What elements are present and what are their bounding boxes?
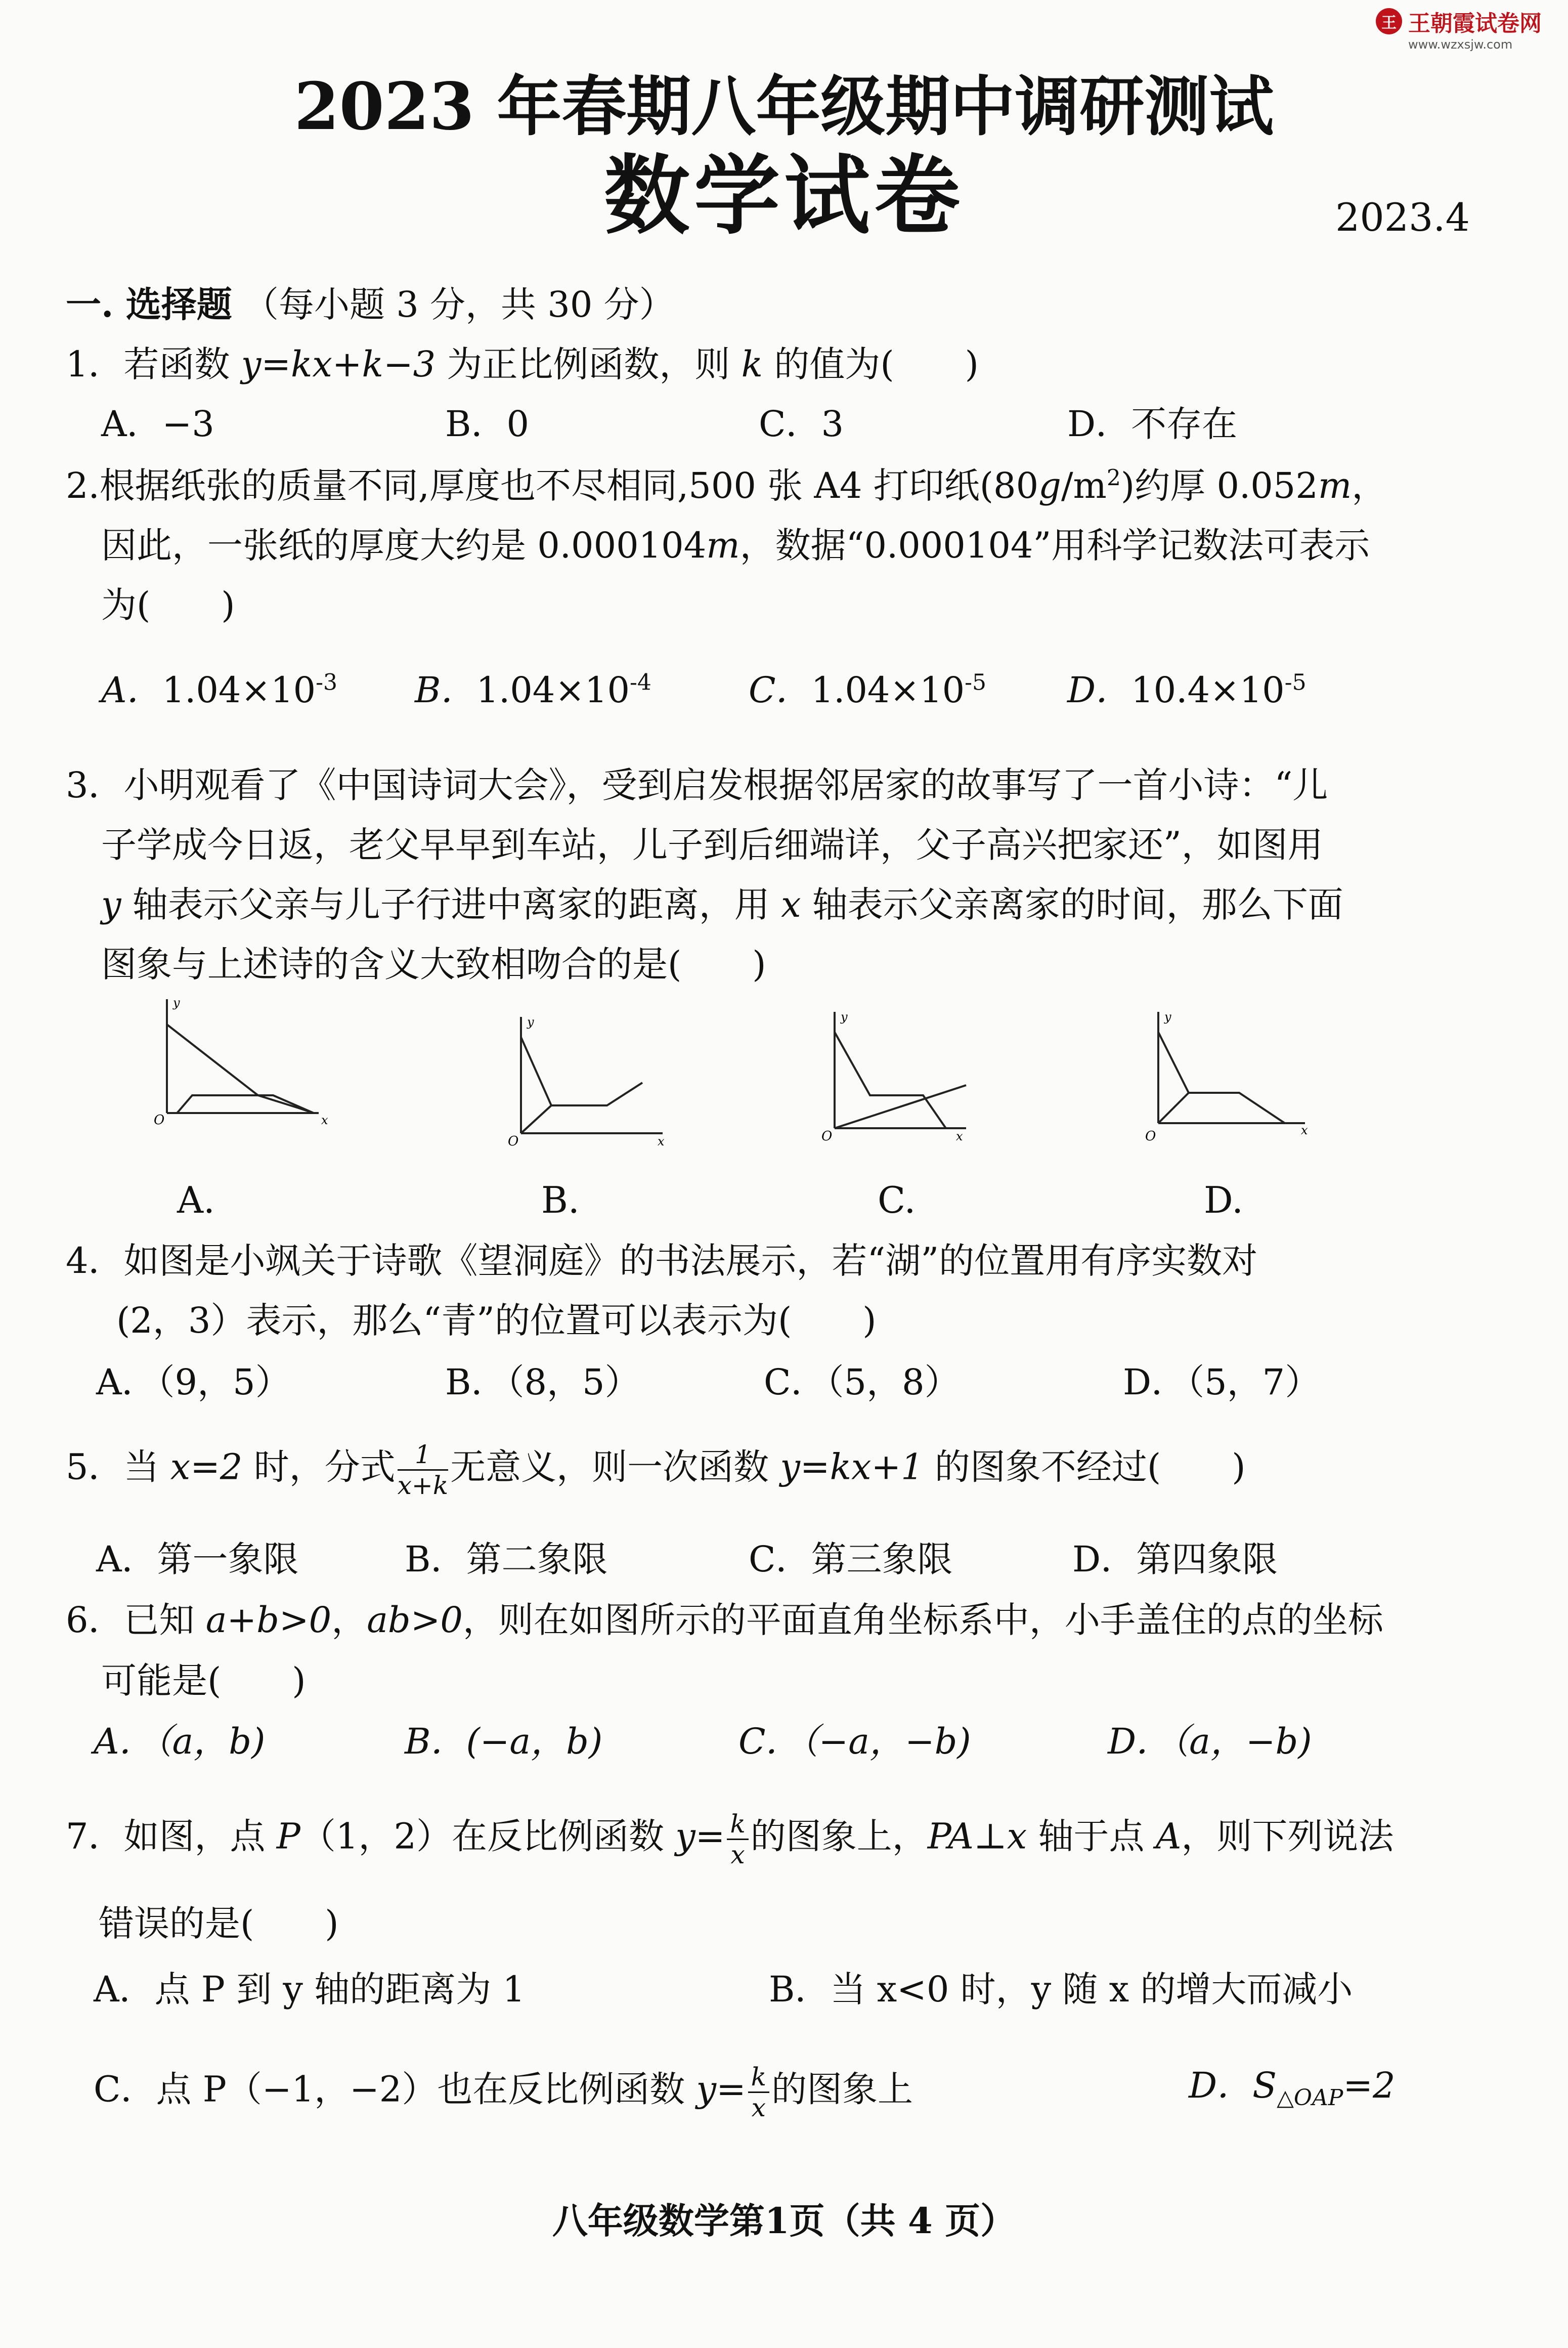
q2-option-b-label: B．: [415, 669, 476, 711]
q6-option-d: D．（a，−b): [1108, 1721, 1312, 1762]
q5-fraction-numerator: 1: [398, 1442, 448, 1471]
q2-option-a-exp: -3: [316, 669, 338, 696]
q7-option-c-y-equals: y=: [696, 2068, 746, 2110]
q3-graph-d-label: D.: [1204, 1179, 1244, 1221]
q3-graph-b-label: B.: [541, 1179, 580, 1221]
q7-point-p: P: [276, 1815, 300, 1857]
q2-option-b-base: 1.04×10: [476, 669, 630, 711]
q3-graph-c: [814, 1002, 996, 1143]
q1-text-mid: 为正比例函数，则: [435, 344, 742, 385]
q7-option-d-text: D．S: [1189, 2065, 1277, 2106]
exam-subtitle: 数学试卷: [603, 145, 964, 246]
q2-option-d-base: 10.4×10: [1131, 669, 1285, 711]
q2-option-b-exp: -4: [630, 669, 651, 696]
father-path: [1158, 1032, 1285, 1123]
q5-option-d: D．第四象限: [1072, 1539, 1278, 1580]
q2-option-b: [415, 669, 651, 711]
son-path: [835, 1085, 966, 1128]
q5-option-b: B．第二象限: [405, 1539, 608, 1580]
question-3-line-1: 3．小明观看了《中国诗词大会》，受到启发根据邻居家的故事写了一首小诗：“儿: [66, 764, 1328, 806]
q3-graph-c-label: C.: [878, 1179, 916, 1221]
question-3-line-4: 图象与上述诗的含义大致相吻合的是( ): [101, 944, 766, 985]
q1-variable: k: [741, 344, 763, 385]
q2-option-a-label: A．: [101, 669, 162, 711]
q5-text-end: 的图象不经过( ): [923, 1446, 1246, 1488]
q5-fraction: [398, 1442, 448, 1498]
question-7-line-2: 错误的是( ): [99, 1903, 339, 1944]
q7-option-c: [94, 2064, 913, 2120]
q6-option-a: A．（a，b): [94, 1721, 266, 1762]
watermark-url: www.wzxsjw.com: [1408, 37, 1513, 52]
q5-fraction-denominator: x+k: [397, 1471, 449, 1500]
q6-option-c: C．（−a，−b): [738, 1721, 971, 1762]
q2-option-d: [1067, 669, 1306, 711]
page-footer: 八年级数学第1页（共 4 页）: [552, 2200, 1016, 2242]
q3-graph-a-label: A.: [177, 1179, 215, 1221]
question-5: [66, 1442, 1246, 1498]
watermark-badge-icon: 王: [1376, 8, 1402, 34]
q7-y-equals: y=: [675, 1815, 725, 1857]
q5-text-post: 无意义，则一次函数: [450, 1446, 780, 1488]
question-3-line-2: 子学成今日返，老父早早到车站，儿子到后细端详，父子高兴把家还”，如图用: [101, 824, 1323, 866]
y-axis-label: y: [527, 1015, 534, 1029]
q3-graph-d: [1138, 1002, 1320, 1143]
q7-option-a: A．点 P 到 y 轴的距离为 1: [94, 1969, 525, 2010]
q2-text: 2.根据纸张的质量不同,厚度也不尽相同,500 张 A4 打印纸(80: [66, 465, 1039, 506]
section-note: （每小题 3 分，共 30 分）: [243, 284, 675, 325]
origin-label: O: [1145, 1129, 1156, 1143]
q6-separator: ，: [331, 1599, 367, 1641]
q4-option-a: A．（9，5）: [96, 1361, 291, 1403]
q2-text-thickness: )约厚 0.052: [1120, 465, 1318, 506]
exam-title: 2023 年春期八年级期中调研测试: [294, 69, 1274, 145]
question-3-line-3: [101, 883, 1343, 926]
q6-condition-2: ab>0: [367, 1599, 463, 1641]
q7-option-d: [1189, 2064, 1396, 2112]
q7-text-post: 的图象上，: [750, 1815, 928, 1857]
q7-fraction-denominator: x: [730, 1840, 745, 1869]
q7-option-c-text: C．点 P（−1，−2）也在反比例函数: [94, 2068, 696, 2110]
y-axis-label: y: [1164, 1010, 1171, 1024]
y-axis-label: y: [173, 996, 180, 1010]
q2-unit-g: g: [1038, 465, 1061, 506]
q2-option-d-exp: -5: [1284, 669, 1306, 696]
q4-option-c: C．（5，8）: [764, 1361, 960, 1403]
q6-text-end: ，则在如图所示的平面直角坐标系中，小手盖住的点的坐标: [462, 1599, 1383, 1641]
q6-condition-1: a+b>0: [205, 1599, 332, 1641]
q1-option-b: B．0: [445, 403, 529, 445]
question-2-line-1: [66, 464, 1387, 507]
q2-unit-m: /m: [1061, 465, 1107, 506]
q3-x-var: x: [781, 884, 801, 925]
x-axis-label: x: [956, 1129, 963, 1143]
q4-option-d: D．（5，7）: [1123, 1361, 1321, 1403]
q7-coordinates: （1，2）在反比例函数: [300, 1815, 676, 1857]
q7-fraction-numerator: k: [727, 1811, 748, 1840]
q3-y-var: y: [101, 884, 121, 925]
q5-option-a: A．第一象限: [96, 1539, 299, 1580]
q2-text-3: ，数据“0.000104”用科学记数法可表示: [739, 525, 1370, 566]
q6-text: 6．已知: [66, 1599, 206, 1641]
q7-perpendicular: PA⊥x: [927, 1815, 1027, 1857]
q3-graph-b: [491, 1007, 673, 1148]
section-heading: [66, 283, 675, 326]
origin-label: O: [508, 1134, 519, 1148]
question-4-line-1: 4．如图是小飒关于诗歌《望洞庭》的书法展示，若“湖”的位置用有序实数对: [66, 1240, 1258, 1282]
q2-unit-meter-2: m: [706, 525, 740, 566]
q3-text-b: 轴表示父亲离家的时间，那么下面: [801, 884, 1343, 925]
q2-option-c: [749, 669, 986, 711]
q7-text: 7．如图，点: [66, 1815, 277, 1857]
q7-option-d-end: =2: [1343, 2065, 1396, 2106]
q3-text-a: 轴表示父亲与儿子行进中离家的距离，用: [121, 884, 781, 925]
q7-option-b: B．当 x<0 时，y 随 x 的增大而减小: [769, 1969, 1353, 2010]
x-axis-label: x: [321, 1113, 328, 1127]
origin-label: O: [154, 1113, 165, 1128]
q5-text: 5．当: [66, 1446, 170, 1488]
q5-condition: x=2: [170, 1446, 243, 1488]
watermark-logo: [1376, 5, 1542, 52]
q2-unit-meter: m: [1318, 465, 1352, 506]
q2-option-d-label: D．: [1067, 669, 1131, 711]
question-2-line-3: 为( ): [101, 584, 235, 626]
q2-text-2: 因此，一张纸的厚度大约是 0.000104: [101, 525, 707, 566]
question-6-line-1: [66, 1599, 1383, 1641]
q2-unit-sup: 2: [1106, 465, 1121, 491]
y-axis-label: y: [841, 1010, 848, 1024]
question-2-line-2: [101, 524, 1370, 567]
origin-label: O: [821, 1129, 833, 1143]
son-path: [177, 1095, 314, 1113]
q7-text-post-2: 轴于点: [1027, 1815, 1156, 1857]
son-path: [521, 1105, 551, 1133]
father-path: [521, 1037, 642, 1105]
q7-point-a: A: [1155, 1815, 1182, 1857]
x-axis-label: x: [658, 1134, 665, 1148]
q7-option-c-numerator: k: [748, 2064, 769, 2093]
q2-option-c-base: 1.04×10: [811, 669, 965, 711]
q7-text-end: ，则下列说法: [1181, 1815, 1394, 1857]
q7-option-c-fraction: [748, 2064, 769, 2120]
q1-expression: y=kx+k−3: [241, 344, 436, 385]
q2-comma: ，: [1352, 465, 1387, 506]
q1-option-a: A．−3: [101, 403, 214, 445]
exam-date: 2023.4: [1335, 195, 1470, 240]
question-7-line-1: [66, 1811, 1393, 1867]
q5-function: y=kx+1: [780, 1446, 924, 1488]
q1-text: 1．若函数: [66, 344, 241, 385]
q7-option-d-subscript: △OAP: [1277, 2085, 1343, 2111]
q1-option-c: C．3: [759, 403, 844, 445]
q1-option-d: D．不存在: [1067, 403, 1238, 445]
watermark-name: 王朝霞试卷网: [1408, 11, 1542, 36]
q7-option-c-end: 的图象上: [771, 2068, 913, 2110]
section-label: 一. 选择题: [66, 283, 232, 325]
q7-fraction: [727, 1811, 748, 1867]
q5-option-c: C．第三象限: [749, 1539, 953, 1580]
q4-option-b: B．（8，5）: [445, 1361, 640, 1403]
father-path: [835, 1032, 946, 1128]
question-1: [66, 343, 979, 386]
question-6-line-2: 可能是( ): [101, 1660, 306, 1701]
x-axis-label: x: [1301, 1123, 1308, 1137]
q2-option-a-base: 1.04×10: [162, 669, 316, 711]
question-4-line-2: (2，3）表示，那么“青”的位置可以表示为( ): [116, 1300, 877, 1341]
q1-text-end: 的值为( ): [763, 344, 979, 385]
q2-option-c-label: C．: [749, 669, 811, 711]
q3-graph-a: [147, 992, 329, 1133]
q6-option-b: B．(−a，b): [405, 1721, 603, 1762]
q2-option-a: [101, 669, 337, 711]
q2-option-c-exp: -5: [965, 669, 987, 696]
q7-option-c-denominator: x: [751, 2093, 766, 2122]
son-path: [1158, 1093, 1189, 1123]
q5-text-mid: 时，分式: [242, 1446, 396, 1488]
